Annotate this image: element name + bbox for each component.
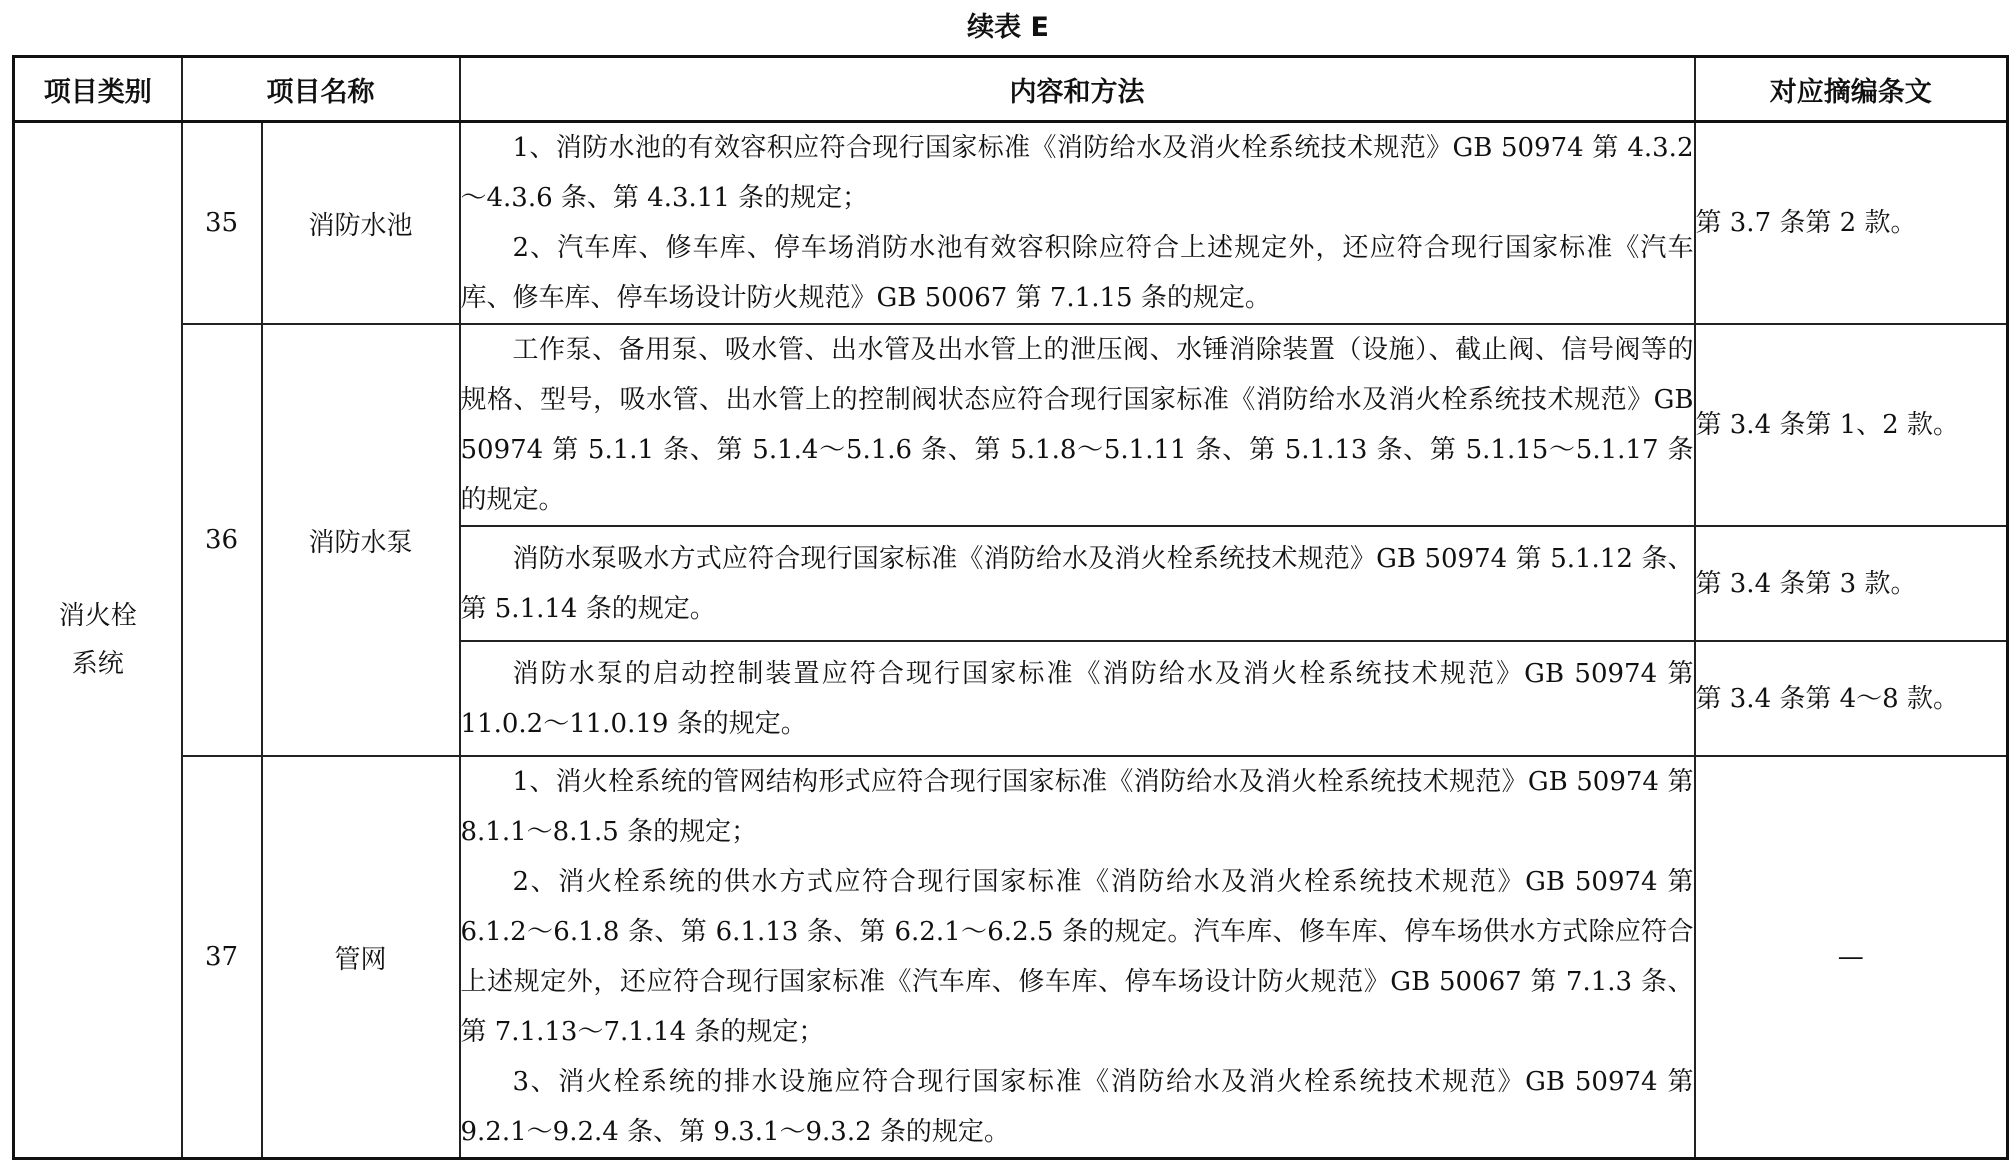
item-name: 消防水泵	[262, 324, 460, 756]
content-paragraph: 1、消防水池的有效容积应符合现行国家标准《消防给水及消火栓系统技术规范》GB 50974 第 4.3.2～4.3.6 条、第 4.3.11 条的规定；	[460, 133, 1694, 213]
content-cell	[460, 526, 1695, 641]
item-number: 37	[182, 756, 262, 1159]
content-cell	[460, 324, 1695, 526]
clause-cell: 第 3.7 条第 2 款。	[1695, 122, 2008, 325]
content-paragraph: 工作泵、备用泵、吸水管、出水管及出水管上的泄压阀、水锤消除装置（设施）、截止阀、信号阀等的规格、型号，吸水管、出水管上的控制阀状态应符合现行国家标准《消防给水及消火栓系统技术规范》GB 50974 第 5.1.1 条、第 5.1.4～5.1.6 条、第 5.1.8～5.1.11 条、第 5.1.13 条、第 5.1.15～5.1.17 条的规定。	[460, 335, 1694, 515]
content-cell	[460, 756, 1695, 1159]
content-paragraph: 消防水泵吸水方式应符合现行国家标准《消防给水及消火栓系统技术规范》GB 50974 第 5.1.12 条、第 5.1.14 条的规定。	[460, 543, 1694, 624]
item-number: 35	[182, 122, 262, 325]
item-name: 管网	[262, 756, 460, 1159]
clause-cell: 第 3.4 条第 1、2 款。	[1695, 324, 2008, 526]
content-paragraph: 3、消火栓系统的排水设施应符合现行国家标准《消防给水及消火栓系统技术规范》GB 50974 第 9.2.1～9.2.4 条、第 9.3.1～9.3.2 条的规定。	[460, 1067, 1694, 1147]
content-paragraph: 1、消火栓系统的管网结构形式应符合现行国家标准《消防给水及消火栓系统技术规范》GB 50974 第 8.1.1～8.1.5 条的规定；	[460, 767, 1694, 847]
clause-cell: 第 3.4 条第 4～8 款。	[1695, 641, 2008, 756]
table-row	[14, 756, 2008, 1159]
content-cell	[460, 641, 1695, 756]
table-row	[14, 122, 2008, 325]
item-name: 消防水池	[262, 122, 460, 325]
item-number: 36	[182, 324, 262, 756]
content-paragraph: 消防水泵的启动控制装置应符合现行国家标准《消防给水及消火栓系统技术规范》GB 50974 第 11.0.2～11.0.19 条的规定。	[460, 658, 1694, 739]
content-cell	[460, 122, 1695, 325]
table-caption: 续表 E	[967, 12, 1049, 43]
clause-cell: 第 3.4 条第 3 款。	[1695, 526, 2008, 641]
category-line: 系统	[71, 649, 124, 679]
table-row	[14, 324, 2008, 526]
category-line: 消火栓	[58, 601, 137, 631]
header-row	[14, 57, 2008, 122]
specification-table	[12, 55, 2009, 1160]
header-item-name: 项目名称	[182, 57, 460, 122]
category-cell	[14, 122, 182, 1159]
header-category: 项目类别	[14, 57, 182, 122]
content-paragraph: 2、汽车库、修车库、停车场消防水池有效容积除应符合上述规定外，还应符合现行国家标准《汽车库、修车库、停车场设计防火规范》GB 50067 第 7.1.15 条的规定。	[460, 233, 1694, 313]
content-paragraph: 2、消火栓系统的供水方式应符合现行国家标准《消防给水及消火栓系统技术规范》GB 50974 第 6.1.2～6.1.8 条、第 6.1.13 条、第 6.2.1～6.2.5 条的规定。汽车库、修车库、停车场供水方式除应符合上述规定外，还应符合现行国家标准《汽车库、修车库、停车场设计防火规范》GB 50067 第 7.1.3 条、第 7.1.13～7.1.14 条的规定；	[460, 867, 1694, 1047]
clause-cell: —	[1695, 756, 2008, 1159]
header-clause: 对应摘编条文	[1695, 57, 2008, 122]
header-content: 内容和方法	[460, 57, 1695, 122]
